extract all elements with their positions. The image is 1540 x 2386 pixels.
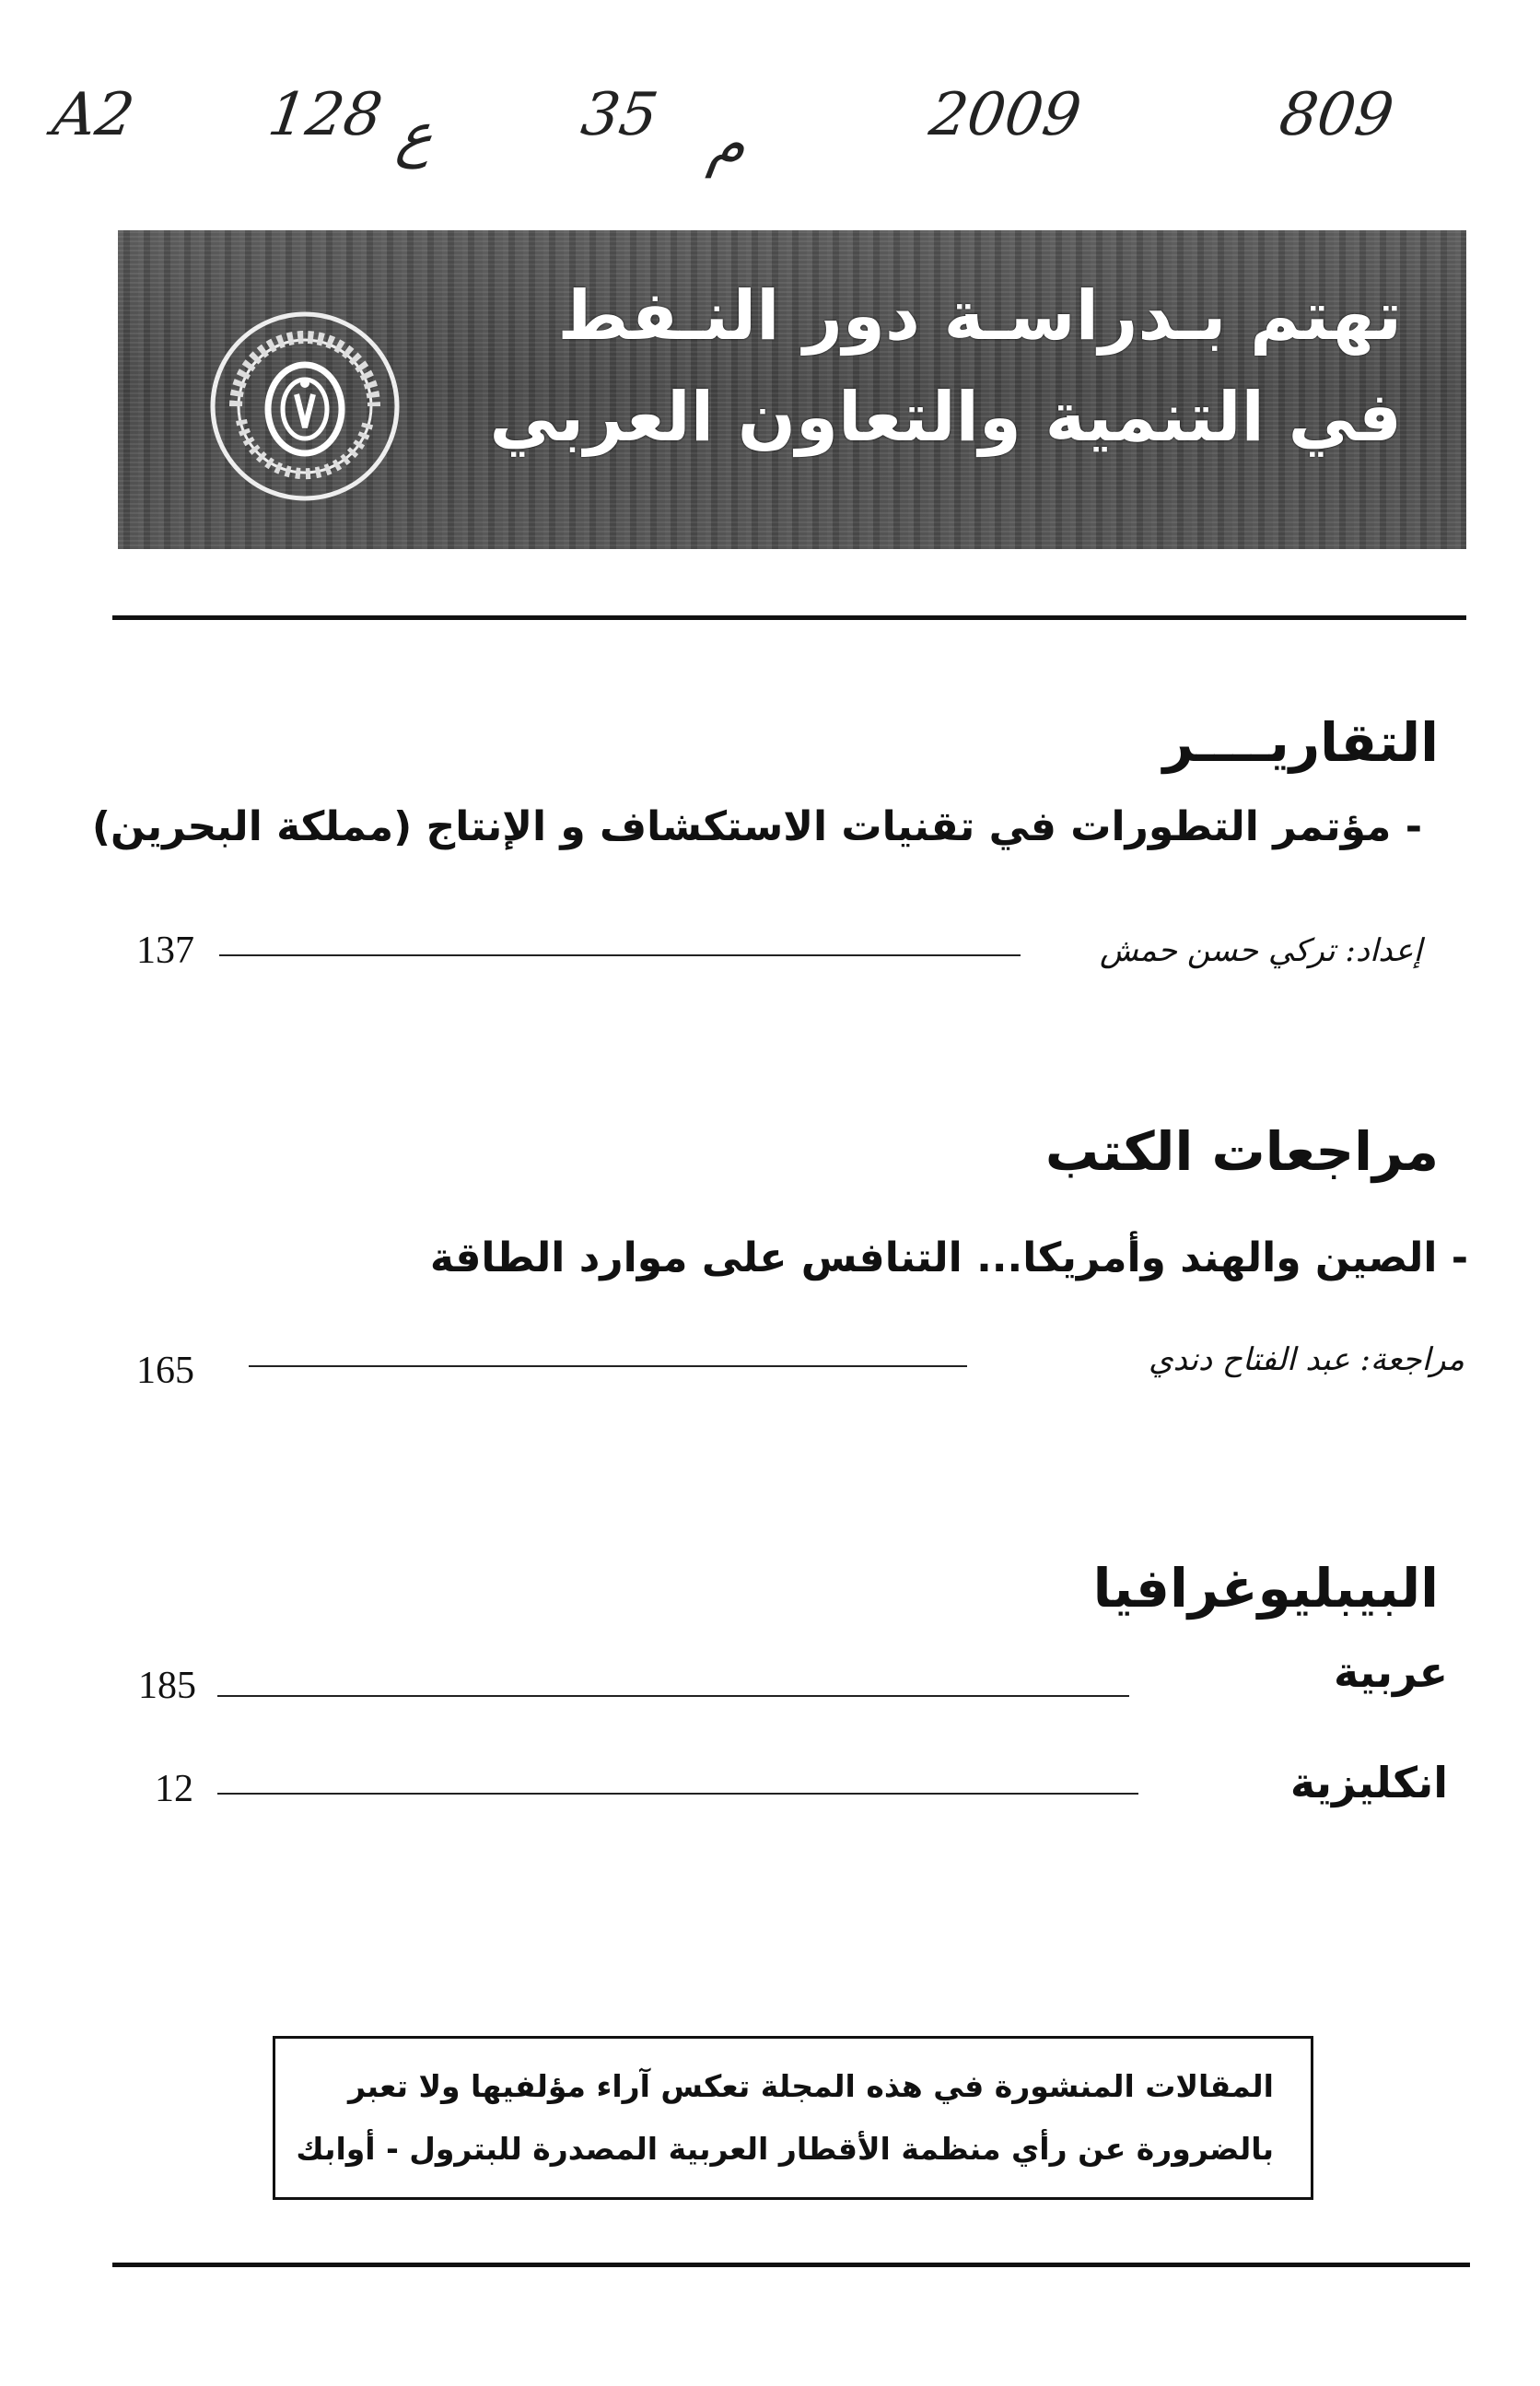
bibliography-english-page-number: 12 bbox=[155, 1768, 193, 1810]
report-author: إعداد: تركي حسن حمش bbox=[1099, 932, 1422, 969]
header-banner bbox=[118, 230, 1466, 549]
handwritten-note-f: 2009 bbox=[925, 81, 1086, 149]
banner-tagline-line1: تهتم بـدراسـة دور النـفط bbox=[557, 276, 1402, 356]
bibliography-english-label: انكليزية bbox=[1289, 1758, 1448, 1807]
book-review-page-number: 165 bbox=[136, 1350, 194, 1392]
bibliography-arabic-leader-line bbox=[217, 1695, 1129, 1697]
disclaimer-box bbox=[273, 2036, 1313, 2200]
handwritten-note-c: ع bbox=[392, 101, 438, 170]
handwritten-note-e: م bbox=[704, 111, 751, 179]
disclaimer-line2: بالضرورة عن رأي منظمة الأقطار العربية المصدرة للبترول - أوابك bbox=[296, 2131, 1274, 2167]
bibliography-arabic-page-number: 185 bbox=[138, 1665, 196, 1707]
bibliography-english-leader-line bbox=[217, 1793, 1138, 1795]
banner-tagline-line2: في التنمية والتعاون العربي bbox=[489, 378, 1402, 457]
handwritten-note-b: 128 bbox=[263, 81, 387, 149]
book-review-author: مراجعة: عبد الفتاح دندي bbox=[1149, 1341, 1464, 1378]
report-leader-line bbox=[219, 954, 1021, 956]
section-heading-book-reviews: مراجعات الكتب bbox=[1044, 1120, 1439, 1183]
divider-top bbox=[112, 615, 1466, 620]
oapec-seal-icon bbox=[208, 310, 402, 503]
section-heading-reports: التقاريــــر bbox=[1162, 711, 1439, 774]
handwritten-note-g: 809 bbox=[1275, 81, 1398, 149]
divider-bottom bbox=[112, 2263, 1470, 2267]
report-page-number: 137 bbox=[136, 930, 194, 972]
handwritten-note-d: 35 bbox=[577, 81, 662, 149]
book-review-leader-line bbox=[249, 1365, 967, 1367]
handwritten-note-a: A2 bbox=[48, 81, 139, 149]
section-heading-bibliography: البيبليوغرافيا bbox=[1092, 1557, 1439, 1620]
bibliography-arabic-label: عربية bbox=[1334, 1647, 1448, 1697]
report-title: - مؤتمر التطورات في تقنيات الاستكشاف و الإنتاج (مملكة البحرين) bbox=[91, 803, 1422, 850]
disclaimer-line1: المقالات المنشورة في هذه المجلة تعكس آراء مؤلفيها ولا تعبر bbox=[347, 2068, 1274, 2104]
book-review-title: - الصين والهند وأمريكا... التنافس على موارد الطاقة bbox=[429, 1234, 1468, 1281]
